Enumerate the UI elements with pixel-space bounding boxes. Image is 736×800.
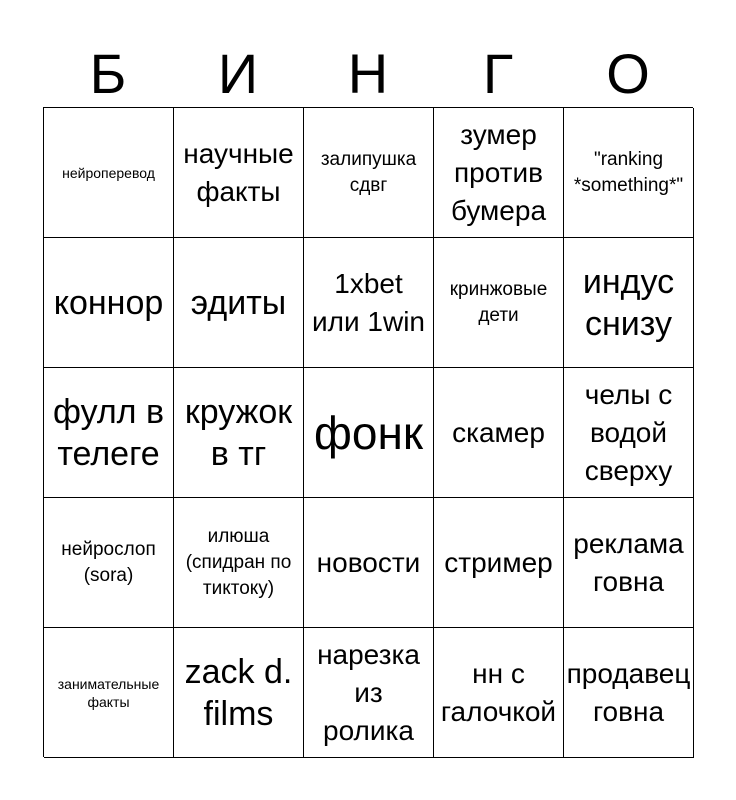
cell-text: "ranking *something*"	[573, 148, 684, 196]
bingo-cell[interactable]	[564, 498, 694, 628]
bingo-cell[interactable]	[304, 108, 434, 238]
header-letter-o: О	[606, 42, 650, 105]
cell-text: залипушка сдвг	[320, 148, 417, 196]
bingo-cell[interactable]	[564, 368, 694, 498]
bingo-cell[interactable]	[564, 628, 694, 758]
cell-text: реклама говна	[573, 527, 684, 597]
header-letter-g: Г	[482, 42, 514, 105]
cell-text: кринжовые дети	[449, 278, 548, 326]
bingo-cell[interactable]	[44, 498, 174, 628]
cell-text: скамер	[452, 416, 545, 448]
bingo-cell[interactable]	[44, 368, 174, 498]
bingo-cell[interactable]	[44, 108, 174, 238]
bingo-cell[interactable]	[174, 628, 304, 758]
cell-text: новости	[316, 546, 421, 578]
cell-text: нейрослоп (sora)	[61, 538, 156, 586]
cell-text: зумер против бумера	[450, 118, 547, 226]
cell-text: стример	[444, 546, 553, 578]
bingo-cell[interactable]	[434, 628, 564, 758]
cell-text: фонк	[314, 406, 423, 459]
bingo-cell[interactable]	[434, 498, 564, 628]
bingo-cell[interactable]	[174, 368, 304, 498]
header-letter-b: Б	[89, 42, 127, 105]
bingo-cell[interactable]	[44, 238, 174, 368]
cell-text: индус снизу	[582, 262, 675, 343]
bingo-cell[interactable]	[304, 238, 434, 368]
bingo-cell[interactable]	[174, 238, 304, 368]
cell-text: эдиты	[190, 283, 287, 322]
cell-text: челы с водой сверху	[584, 378, 673, 486]
cell-text: научные факты	[183, 137, 294, 207]
bingo-header	[43, 40, 693, 108]
cell-text: фулл в телеге	[52, 392, 165, 473]
bingo-cell[interactable]	[434, 368, 564, 498]
cell-text: zack d. films	[184, 652, 293, 733]
cell-text: нейроперевод	[62, 164, 155, 181]
bingo-cell[interactable]	[304, 498, 434, 628]
cell-text: нарезка из ролика	[317, 638, 420, 746]
cell-text: нн с галочкой	[440, 657, 557, 727]
bingo-cell[interactable]	[434, 238, 564, 368]
cell-text: продавец говна	[566, 657, 691, 727]
header-letter-i: И	[217, 42, 259, 105]
cell-text: илюша (спидран по тиктоку)	[185, 525, 292, 599]
bingo-cell[interactable]	[564, 238, 694, 368]
bingo-grid	[43, 107, 693, 757]
cell-text: коннор	[53, 283, 164, 322]
header-letter-n: Н	[347, 42, 389, 105]
bingo-cell[interactable]	[304, 368, 434, 498]
cell-text: 1xbet или 1win	[312, 267, 425, 337]
bingo-cell[interactable]	[174, 108, 304, 238]
cell-text: кружок в тг	[184, 392, 293, 473]
bingo-cell[interactable]	[44, 628, 174, 758]
cell-text: занимательные факты	[57, 675, 160, 710]
bingo-cell[interactable]	[304, 628, 434, 758]
bingo-cell[interactable]	[434, 108, 564, 238]
bingo-cell[interactable]	[174, 498, 304, 628]
bingo-cell[interactable]	[564, 108, 694, 238]
